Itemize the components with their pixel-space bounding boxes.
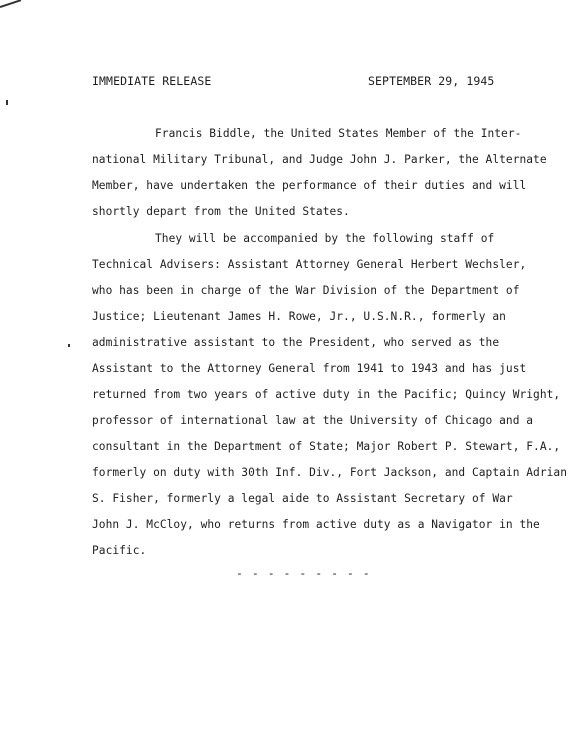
- release-label: IMMEDIATE RELEASE: [92, 74, 212, 88]
- scan-mark-left-2: [68, 344, 70, 347]
- paragraph-2-line-9: consultant in the Department of State; Major Robert P. Stewart, F.A.,: [92, 440, 561, 453]
- paragraph-1-line-2: national Military Tribunal, and Judge John J. Parker, the Alternate: [92, 153, 547, 166]
- paragraph-2-line-1: They will be accompanied by the following staff of: [155, 232, 495, 245]
- scan-mark-left: [6, 100, 8, 105]
- release-date: SEPTEMBER 29, 1945: [368, 74, 495, 88]
- paragraph-1-line-4: shortly depart from the United States.: [92, 205, 350, 218]
- paragraph-2-line-12: John J. McCloy, who returns from active duty as a Navigator in the: [92, 518, 540, 531]
- paragraph-2-line-3: who has been in charge of the War Division of the Department of: [92, 284, 520, 297]
- paragraph-2-line-10: formerly on duty with 30th Inf. Div., Fort Jackson, and Captain Adrian: [92, 466, 567, 479]
- paragraph-2-line-5: administrative assistant to the President, who served as the: [92, 336, 500, 349]
- paragraph-2-line-6: Assistant to the Attorney General from 1941 to 1943 and has just: [92, 362, 527, 375]
- scan-mark-corner: [0, 0, 21, 8]
- paragraph-2-line-2: Technical Advisers: Assistant Attorney General Herbert Wechsler,: [92, 258, 527, 271]
- paragraph-1-line-1: Francis Biddle, the United States Member of the Inter-: [155, 127, 522, 140]
- paragraph-2-line-7: returned from two years of active duty in the Pacific; Quincy Wright,: [92, 388, 561, 401]
- paragraph-2-line-8: professor of international law at the University of Chicago and a: [92, 414, 534, 427]
- paragraph-2-line-4: Justice; Lieutenant James H. Rowe, Jr., U.S.N.R., formerly an: [92, 310, 506, 323]
- paragraph-2-line-13: Pacific.: [92, 544, 147, 557]
- paragraph-1-line-3: Member, have undertaken the performance of their duties and will: [92, 179, 527, 192]
- paragraph-2-line-11: S. Fisher, formerly a legal aide to Assistant Secretary of War: [92, 492, 513, 505]
- closing-separator: - - - - - - - - -: [236, 566, 371, 580]
